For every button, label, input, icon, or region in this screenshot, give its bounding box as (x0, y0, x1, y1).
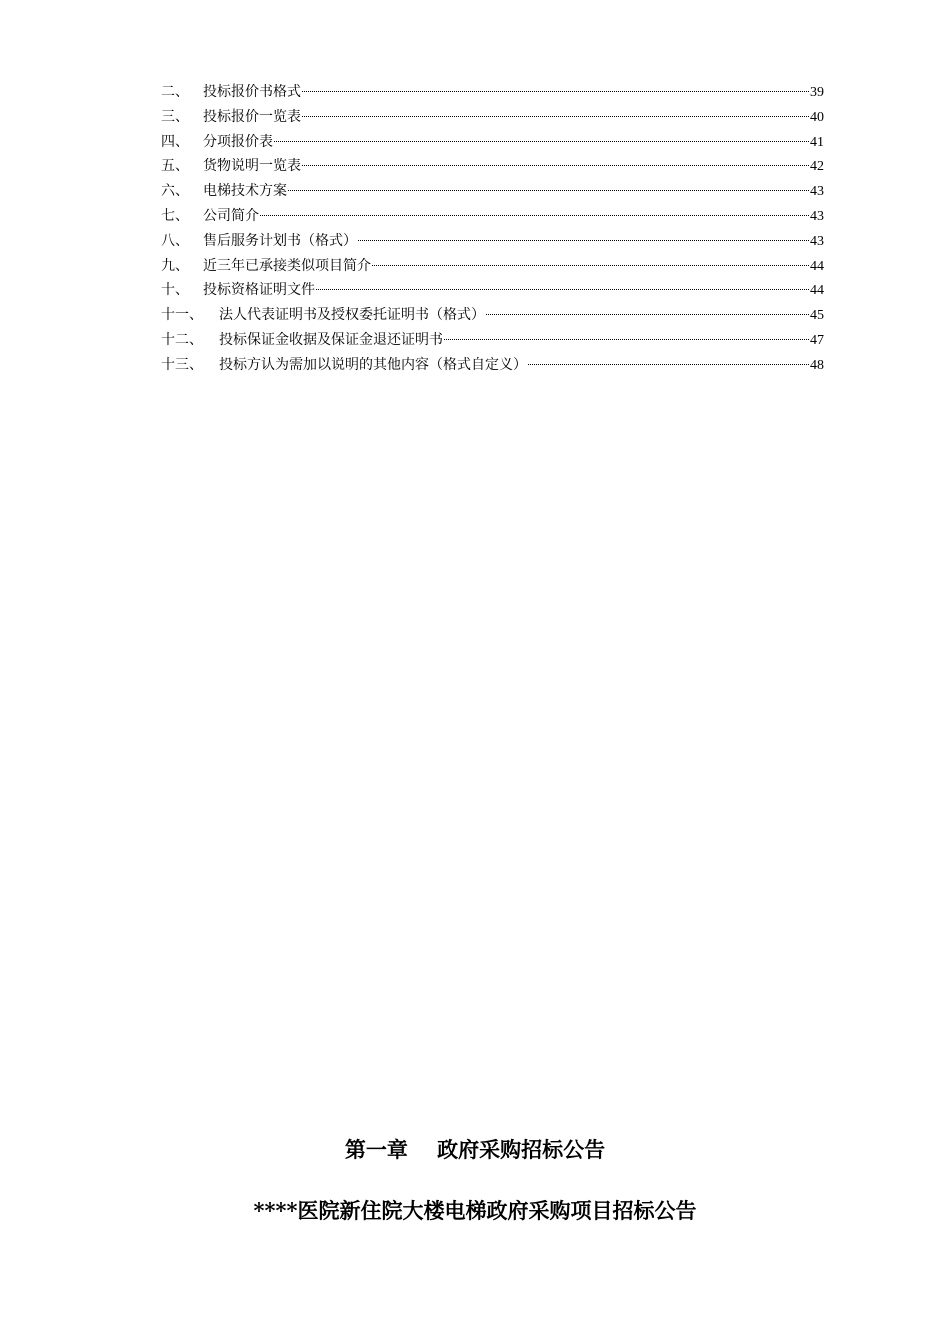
toc-entry-page: 42 (810, 159, 824, 175)
toc-dot-leader (372, 265, 809, 266)
toc-entry-title: 投标报价一览表 (203, 108, 301, 125)
toc-entry-page: 40 (810, 109, 824, 125)
toc-dot-leader (260, 215, 809, 216)
toc-entry-number: 二、 (161, 84, 189, 100)
toc-entry-number: 十二、 (161, 331, 203, 348)
toc-entry-number: 十、 (161, 282, 189, 299)
toc-entry[interactable] (161, 303, 824, 328)
toc-entry-number: 七、 (161, 207, 189, 224)
toc-dot-leader (288, 190, 809, 191)
toc-entry-page: 45 (810, 308, 824, 324)
toc-entry[interactable] (161, 229, 824, 254)
toc-entry[interactable] (161, 353, 824, 378)
toc-entry-title: 近三年已承接类似项目简介 (203, 257, 371, 274)
toc-entry-title: 公司简介 (203, 207, 259, 224)
toc-dot-leader (274, 141, 809, 142)
toc-dot-leader (528, 364, 809, 365)
toc-entry-title: 投标方认为需加以说明的其他内容（格式自定义） (219, 356, 527, 373)
toc-entry[interactable] (161, 254, 824, 279)
toc-entry-title: 投标保证金收据及保证金退还证明书 (219, 331, 443, 348)
toc-entry[interactable] (161, 154, 824, 179)
toc-entry-page: 47 (810, 332, 824, 348)
toc-entry[interactable] (161, 105, 824, 130)
toc-entry-page: 43 (810, 208, 824, 224)
toc-entry-title: 电梯技术方案 (203, 183, 287, 200)
toc-entry[interactable] (161, 278, 824, 303)
toc-entry-number: 四、 (161, 133, 189, 150)
toc-entry-title: 投标报价书格式 (203, 84, 301, 100)
toc-dot-leader (486, 314, 809, 315)
toc-entry[interactable] (161, 204, 824, 229)
toc-dot-leader (358, 240, 809, 241)
toc-entry-title: 法人代表证明书及授权委托证明书（格式） (219, 307, 485, 324)
toc-dot-leader (302, 116, 809, 117)
toc-entry-number: 六、 (161, 183, 189, 200)
toc-entry-title: 货物说明一览表 (203, 158, 301, 175)
toc-entry-title: 分项报价表 (203, 133, 273, 150)
toc-dot-leader (444, 339, 809, 340)
toc-entry-page: 41 (810, 134, 824, 150)
toc-entry-page: 39 (810, 85, 824, 100)
toc-entry[interactable] (161, 130, 824, 155)
toc-entry-page: 44 (810, 283, 824, 299)
toc-dot-leader (316, 289, 809, 290)
toc-entry-number: 九、 (161, 257, 189, 274)
toc-entry-page: 43 (810, 233, 824, 249)
toc-entry[interactable] (161, 80, 824, 105)
toc-entry-title: 售后服务计划书（格式） (203, 232, 357, 249)
toc-entry-number: 三、 (161, 108, 189, 125)
toc-entry-page: 44 (810, 258, 824, 274)
toc-entry-page: 43 (810, 184, 824, 200)
toc-entry-number: 十一、 (161, 307, 203, 324)
toc-entry-title: 投标资格证明文件 (203, 282, 315, 299)
toc-dot-leader (302, 165, 809, 166)
table-of-contents (161, 80, 824, 378)
toc-entry-number: 八、 (161, 232, 189, 249)
project-announcement-title: ****医院新住院大楼电梯政府采购项目招标公告 (253, 1198, 697, 1223)
chapter-heading: 第一章 政府采购招标公告 (344, 1137, 606, 1162)
toc-entry[interactable] (161, 328, 824, 353)
toc-entry[interactable] (161, 179, 824, 204)
toc-dot-leader (302, 91, 809, 92)
toc-entry-page: 48 (810, 357, 824, 373)
toc-entry-number: 五、 (161, 158, 189, 175)
toc-entry-number: 十三、 (161, 356, 203, 373)
